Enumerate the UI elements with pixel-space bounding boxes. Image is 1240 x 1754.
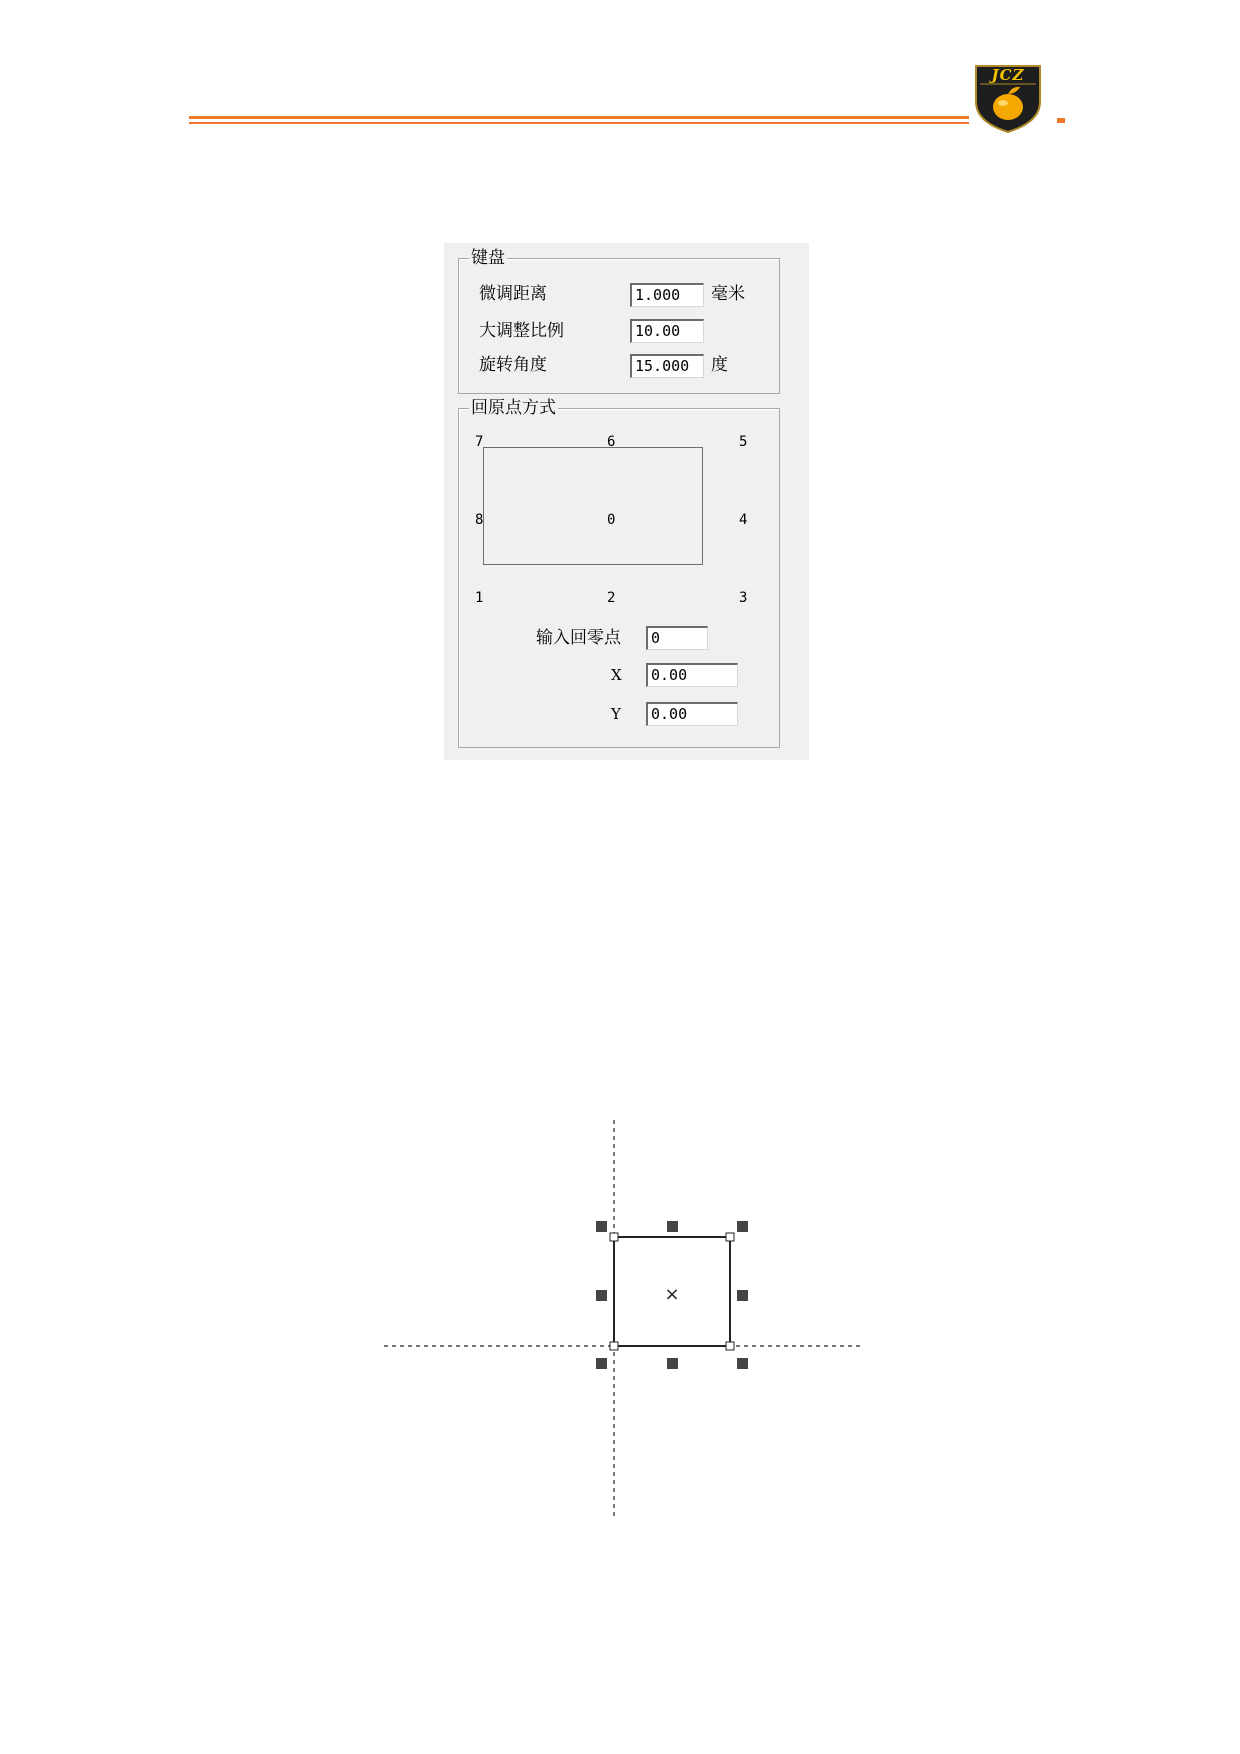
corner-node-bottom-left (610, 1342, 618, 1350)
fine-tune-label: 微调距离 (479, 284, 547, 304)
corner-node-top-left (610, 1233, 618, 1241)
handle-middle-right (737, 1290, 748, 1301)
coarse-scale-label: 大调整比例 (479, 321, 564, 341)
fine-tune-unit: 毫米 (711, 284, 745, 304)
x-field[interactable]: 0.00 (646, 663, 738, 687)
handle-top-center (667, 1221, 678, 1232)
rotate-angle-field[interactable]: 15.000 (630, 354, 704, 378)
corner-node-bottom-right (726, 1342, 734, 1350)
origin-point-2[interactable]: 2 (607, 590, 616, 606)
y-label: Y (611, 705, 621, 723)
origin-mode-group-title: 回原点方式 (471, 398, 556, 418)
handle-top-left (596, 1221, 607, 1232)
rotate-angle-label: 旋转角度 (479, 355, 547, 375)
handle-middle-left (596, 1290, 607, 1301)
logo-text: JCZ (991, 66, 1025, 84)
origin-point-4[interactable]: 4 (739, 512, 748, 528)
origin-point-6[interactable]: 6 (607, 434, 616, 450)
handle-bottom-center (667, 1358, 678, 1369)
origin-input-field[interactable]: 0 (646, 626, 708, 650)
center-mark: × (664, 1284, 680, 1305)
origin-point-5[interactable]: 5 (739, 434, 748, 450)
coarse-scale-field[interactable]: 10.00 (630, 319, 704, 343)
fine-tune-field[interactable]: 1.000 (630, 283, 704, 307)
origin-point-1[interactable]: 1 (475, 590, 484, 606)
origin-point-7[interactable]: 7 (475, 434, 484, 450)
x-label: X (611, 666, 622, 684)
handle-top-right (737, 1221, 748, 1232)
y-field[interactable]: 0.00 (646, 702, 738, 726)
handle-bottom-left (596, 1358, 607, 1369)
origin-point-3[interactable]: 3 (739, 590, 748, 606)
rotate-angle-unit: 度 (711, 355, 728, 375)
origin-point-0[interactable]: 0 (607, 512, 616, 528)
keyboard-group-title: 键盘 (471, 248, 505, 268)
origin-input-label: 输入回零点 (536, 628, 621, 648)
corner-node-top-right (726, 1233, 734, 1241)
handle-bottom-right (737, 1358, 748, 1369)
origin-point-8[interactable]: 8 (475, 512, 484, 528)
